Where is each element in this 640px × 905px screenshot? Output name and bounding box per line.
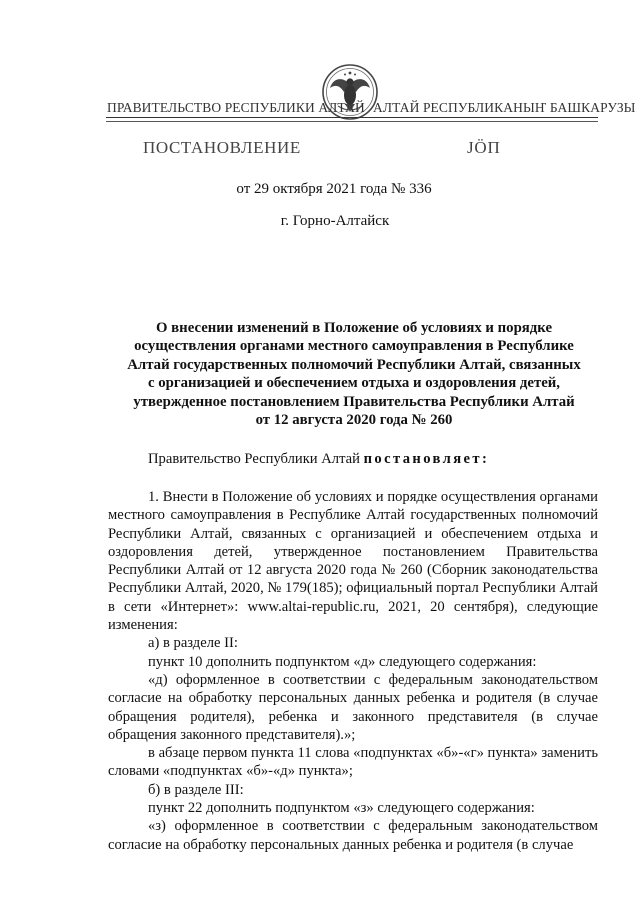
title-line: О внесении изменений в Положение об условиях и порядке — [155, 320, 553, 336]
doc-type-altai: ЈӦП — [467, 138, 501, 157]
document-body — [108, 488, 598, 854]
letterhead-rule-thin — [106, 121, 598, 122]
org-name-russian: ПРАВИТЕЛЬСТВО РЕСПУБЛИКИ АЛТАЙ — [107, 100, 365, 115]
document-city: г. Горно-Алтайск — [280, 213, 390, 229]
title-line: осуществления органами местного самоуправления в Республике — [134, 338, 574, 355]
body-paragraph: «д) оформленное в соответствии с федеральным законодательством согласие на обработку персональных данных ребенка и родителя (в случае обращения родителя), ребенка и законного представителя (в случае обращения законного представителя).»; — [108, 671, 598, 743]
body-paragraph: а) в разделе II: — [148, 635, 238, 652]
body-paragraph: пункт 10 дополнить подпунктом «д» следующего содержания: — [148, 653, 537, 670]
title-line: утвержденное постановлением Правительства Республики Алтай — [133, 393, 575, 410]
title-line: от 12 августа 2020 года № 260 — [255, 412, 453, 429]
body-paragraph: 1. Внести в Положение об условиях и порядке осуществления органами местного самоуправления в Республике Алтай государственных полномочий Республики Алтай, связанных с организацией и обеспечением отдыха и оздоровления детей, утвержденное постановлением Правительства Республики Алтай от 12 августа 2020 года № 260 (Сборник законодательства Республики Алтай, 2020, № 179(185); официальный портал Республики Алтай в сети «Интернет»: www.altai-republic.ru, 2021, 20 сентября), следующие изменения: — [108, 489, 598, 634]
preamble — [108, 451, 598, 468]
body-paragraph: «з) оформленное в соответствии с федеральным законодательством согласие на обработку персональных данных ребенка и родителя (в случае — [108, 818, 598, 853]
title-line: Алтай государственных полномочий Республики Алтай, связанных — [127, 356, 581, 373]
title-line: с организацией и обеспечением отдыха и оздоровления детей, — [147, 375, 561, 392]
doc-type-russian: ПОСТАНОВЛЕНИЕ — [143, 138, 301, 157]
body-paragraph: б) в разделе III: — [148, 781, 244, 798]
letterhead-rule — [106, 117, 598, 118]
body-paragraph: в абзаце первом пункта 11 слова «подпунктах «б»-«г» пункта» заменить словами «подпунктах «б»-«д» пункта»; — [108, 745, 598, 780]
org-name-altai: АЛТАЙ РЕСПУБЛИКАНЫҤ БАШКАРУЗЫ — [373, 100, 636, 115]
body-paragraph: пункт 22 дополнить подпунктом «з» следующего содержания: — [148, 800, 535, 817]
document-title — [108, 319, 600, 429]
document-date: от 29 октября 2021 года № 336 — [236, 181, 432, 197]
preamble-verb: постановляет: — [363, 451, 490, 467]
preamble-subject: Правительство Республики Алтай — [148, 451, 360, 467]
